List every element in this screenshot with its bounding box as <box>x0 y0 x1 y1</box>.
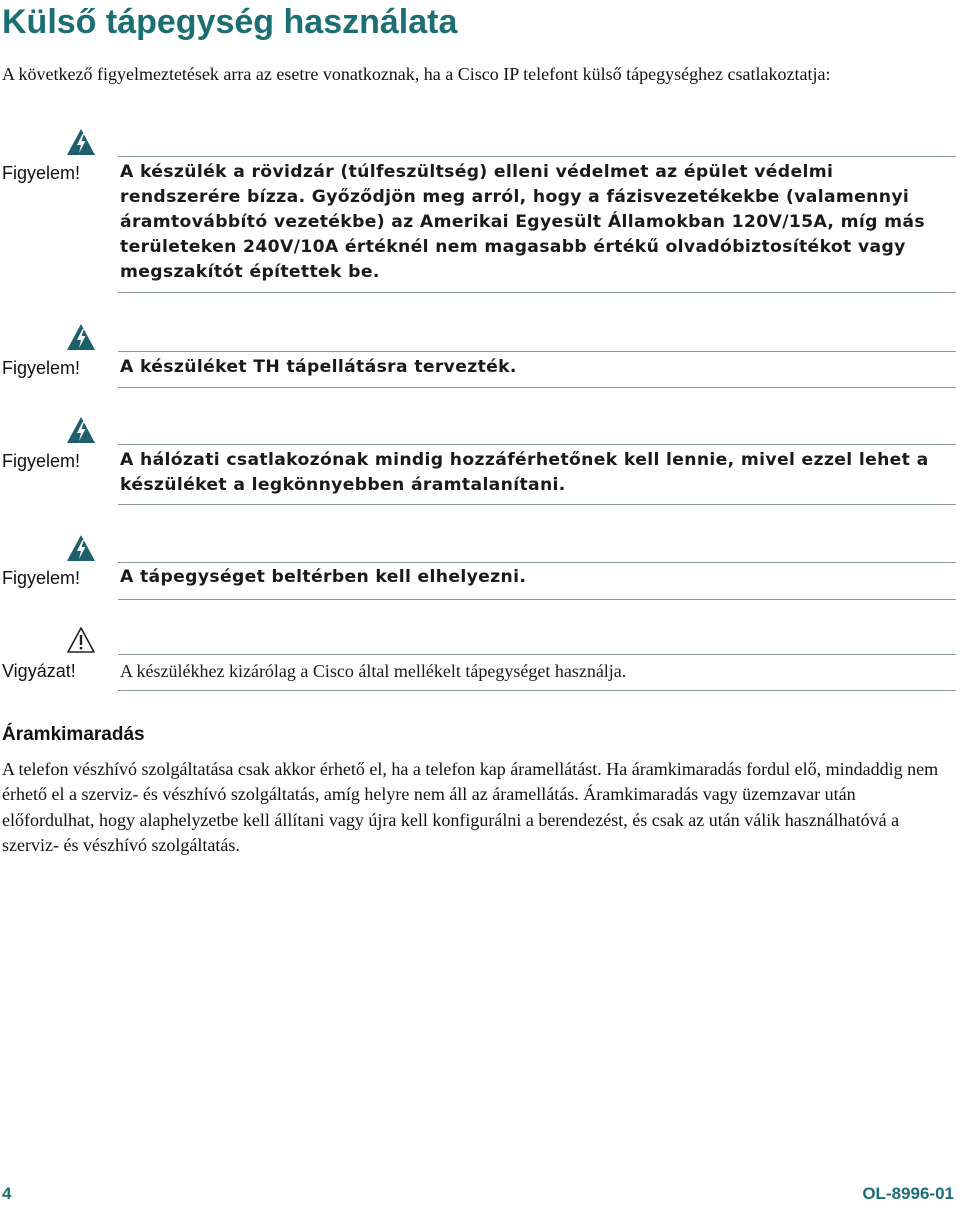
notice-divider <box>118 504 956 505</box>
document-id: OL-8996-01 <box>862 1184 954 1203</box>
electrical-hazard-warning-icon <box>66 416 96 444</box>
section-heading: Áramkimaradás <box>2 724 145 745</box>
notice-divider <box>118 387 956 388</box>
notice-text: A készülék a rövidzár (túlfeszültség) elleni védelmet az épület védelmi rendszerére bízza. Győződjön meg arról, hogy a fázisvezetékekbe (valamennyi áramtovábbító vezetékbe) az Amerikai Egyesült Államokban 120V/15A, míg más területeken 240V/10A értéknél nem magasabb értékű olvadóbiztosítékot vagy megszakítót építettek be. <box>120 162 925 282</box>
page-number: 4 <box>2 1184 12 1203</box>
notice-text: A hálózati csatlakozónak mindig hozzáférhetőnek kell lennie, mivel ezzel lehet a készüléket a legkönnyebben áramtalanítani. <box>120 450 929 495</box>
notice-divider <box>118 599 956 600</box>
intro-paragraph: A következő figyelmeztetések arra az esetre vonatkoznak, ha a Cisco IP telefont külső tápegységhez csatlakoztatja: <box>2 64 831 84</box>
notice-divider <box>118 156 956 157</box>
notice-label: Figyelem! <box>2 163 81 183</box>
notice-divider <box>118 351 956 352</box>
notice-divider <box>118 562 956 563</box>
notice-text: A készülékhez kizárólag a Cisco által mellékelt tápegységet használja. <box>120 661 627 681</box>
notice-divider <box>118 654 956 655</box>
notice-text: A tápegységet beltérben kell elhelyezni. <box>120 567 527 587</box>
notice-label: Vigyázat! <box>2 661 76 681</box>
page-title: Külső tápegység használata <box>2 3 458 41</box>
notice-label: Figyelem! <box>2 568 81 588</box>
electrical-hazard-warning-icon <box>66 534 96 562</box>
electrical-hazard-warning-icon <box>66 128 96 156</box>
notice-divider <box>118 292 956 293</box>
section-paragraph: A telefon vészhívó szolgáltatása csak akkor érhető el, ha a telefon kap áramellátást. Ha áramkimaradás fordul elő, mindaddig nem érhető el a szerviz- és vészhívó szolgáltatás, amíg helyre nem áll az áramellátás. Áramkimaradás vagy üzemzavar után előfordulhat, hogy alaphelyzetbe kell állítani vagy újra kell konfigurálni a berendezést, és csak az után válik használhatóvá a szerviz- és vészhívó szolgáltatás. <box>2 759 939 855</box>
electrical-hazard-warning-icon <box>66 323 96 351</box>
notice-label: Figyelem! <box>2 358 81 378</box>
notice-divider <box>118 690 956 691</box>
notice-label: Figyelem! <box>2 451 81 471</box>
notice-divider <box>118 444 956 445</box>
caution-exclamation-icon <box>66 626 96 654</box>
notice-text: A készüléket TH tápellátásra tervezték. <box>120 357 517 377</box>
